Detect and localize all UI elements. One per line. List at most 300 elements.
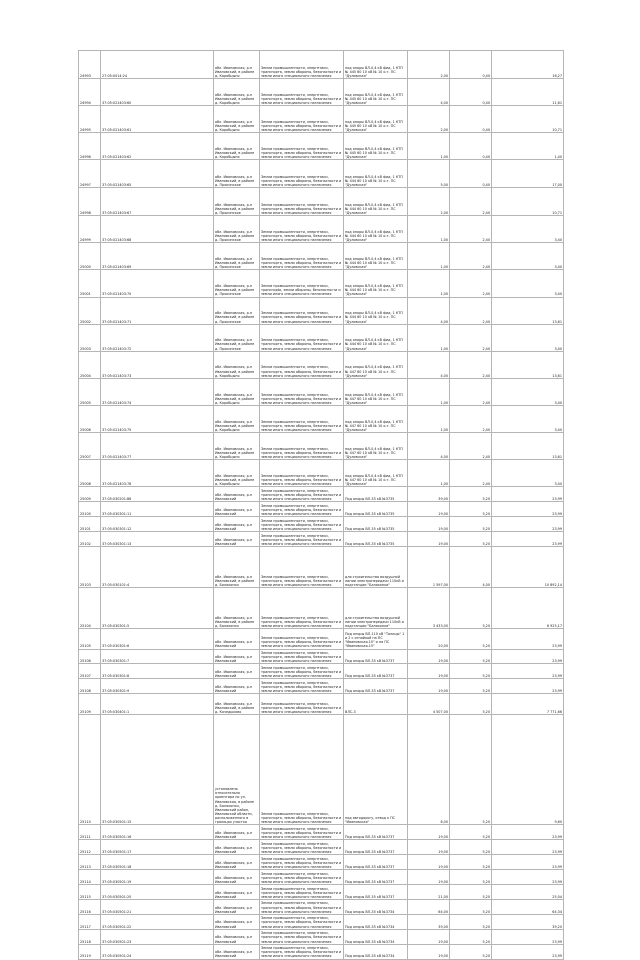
location-cell: обл. Ивановская, р-н Ивановский — [214, 649, 260, 664]
location-cell: обл. Ивановская, р-н Ивановский, в районе д. Коробцыно — [214, 432, 260, 459]
table-row — [79, 840, 564, 855]
num-id-cell: 25116 — [79, 899, 101, 914]
table-row — [79, 351, 564, 378]
num-id-cell: 24994 — [79, 79, 101, 106]
tax-value-cell: 6 925,17 — [492, 587, 564, 628]
tax-value-cell: 17,00 — [492, 160, 564, 188]
location-cell: обл. Ивановская, р-н Ивановский — [214, 884, 260, 899]
permitted-use-cell: Под опоры ВЛ-35 кВ №3737 — [344, 840, 408, 855]
num-id-cell: 25119 — [79, 944, 101, 959]
rate-value-cell: 0,40 — [450, 160, 492, 188]
land-category-cell: Земли промышленности, энергетики, транспорта, земли обороны, безопасности и земли иного специального назначения — [260, 216, 344, 243]
num-id-cell: 25100 — [79, 502, 101, 517]
tax-value-cell: 23,99 — [492, 854, 564, 869]
area-value-cell: 19,00 — [408, 869, 450, 884]
area-value-cell: 1,00 — [408, 270, 450, 297]
area-value-cell: 1,00 — [408, 216, 450, 243]
area-value-cell: 19,00 — [408, 679, 450, 694]
rate-value-cell: 2,40 — [450, 188, 492, 216]
table-row — [79, 649, 564, 664]
land-category-cell: Земли промышленности, энергетики, транспорта, земли обороны, безопасности и земли иного специального назначения — [260, 188, 344, 216]
table-row — [79, 432, 564, 459]
rate-value-cell: 5,20 — [450, 664, 492, 679]
rate-value-cell: 5,20 — [450, 587, 492, 628]
num-id-cell: 25112 — [79, 840, 101, 855]
num-id-cell: 25114 — [79, 869, 101, 884]
permitted-use-cell: под опоры ВЛ-0,4 кВ фид. 1 КТП № 445 60 10 кВ № 10 о.т. ПС "Дуловская" — [344, 133, 408, 160]
permitted-use-cell: Под опоры ВЛ-35 кВ №3734 — [344, 899, 408, 914]
location-cell: обл. Ивановская, р-н Ивановский — [214, 929, 260, 944]
rate-value-cell: 0,40 — [450, 106, 492, 133]
table-row — [79, 914, 564, 929]
num-id-cell: 25005 — [79, 378, 101, 405]
table-row — [79, 516, 564, 531]
rate-value-cell: 5,20 — [450, 502, 492, 517]
location-cell: обл. Ивановская, р-н Ивановский — [214, 487, 260, 502]
cadastral-number-cell: 37:05:021403:70 — [101, 270, 214, 297]
location-cell: обл. Ивановская, р-н Ивановский, в районе д. Коробцыно — [214, 51, 260, 79]
area-value-cell: 19,00 — [408, 516, 450, 531]
rate-value-cell: 5,20 — [450, 487, 492, 502]
tax-value-cell: 3,40 — [492, 459, 564, 486]
land-category-cell: Земли промышленности, энергетики, транспорта, земли обороны, безопасности и земли иного специального назначения — [260, 133, 344, 160]
permitted-use-cell: ВЛС-3 — [344, 694, 408, 715]
land-category-cell: Земли промышленности, энергетики, транспорта, земли обороны, безопасности и земли иного специального назначения — [260, 914, 344, 929]
cadastral-number-cell: 37:05:021403:75 — [101, 405, 214, 432]
location-cell: обл. Ивановская, р-н Ивановский, в районе д. Коробцыно — [214, 133, 260, 160]
num-id-cell: 25009 — [79, 487, 101, 502]
area-value-cell: 2,00 — [408, 51, 450, 79]
cadastral-number-cell: 37:05:021403:65 — [101, 160, 214, 188]
table-row — [79, 664, 564, 679]
permitted-use-cell: под опоры ВЛ-0,4 кВ фид. 1 КТП № 444 60 10 кВ № 10 о.т. ПС "Дуловская" — [344, 297, 408, 324]
num-id-cell: 24995 — [79, 106, 101, 133]
table-row — [79, 216, 564, 243]
table-row — [79, 825, 564, 840]
cadastral-number-cell: 37:05:021403:78 — [101, 459, 214, 486]
table-row — [79, 324, 564, 351]
location-cell: обл. Ивановская, р-н Ивановский — [214, 899, 260, 914]
cadastral-number-cell: 37:05:021403:67 — [101, 188, 214, 216]
cadastral-number-cell: 37:05:030401:1 — [101, 694, 214, 715]
location-cell: обл. Ивановская, р-н Ивановский, в районе д. Прокинское — [214, 270, 260, 297]
land-category-cell: Земли промышленности, энергетики, транспорта, земли обороны, безопасности и земли иного специального назначения — [260, 324, 344, 351]
area-value-cell: 1,00 — [408, 459, 450, 486]
tax-value-cell: 23,99 — [492, 629, 564, 650]
tax-value-cell: 16,27 — [492, 51, 564, 79]
rate-value-cell: 2,40 — [450, 297, 492, 324]
cadastral-number-cell: 37:05:021403:73 — [101, 351, 214, 378]
cadastral-number-cell: 37:05:021403:68 — [101, 216, 214, 243]
location-cell: обл. Ивановская, р-н Ивановский, в районе д. Балахонки — [214, 546, 260, 587]
rate-value-cell: 2,40 — [450, 324, 492, 351]
rate-value-cell: 5,20 — [450, 840, 492, 855]
num-id-cell: 25103 — [79, 546, 101, 587]
rate-value-cell: 5,20 — [450, 899, 492, 914]
tax-value-cell: 3,40 — [492, 270, 564, 297]
num-id-cell: 25001 — [79, 270, 101, 297]
tax-value-cell: 7 771,66 — [492, 694, 564, 715]
rate-value-cell: 2,40 — [450, 243, 492, 270]
rate-value-cell: 4,00 — [450, 546, 492, 587]
num-id-cell: 24993 — [79, 51, 101, 79]
rate-value-cell: 2,40 — [450, 405, 492, 432]
land-category-cell: Земли промышленности, энергетики, транспорта, земли обороны, безопасности и земли иного специального назначения — [260, 459, 344, 486]
permitted-use-cell: под опоры ВЛ-0,4 кВ фид. 1 КТП № 447 60 10 кВ № 10 о.т. ПС "Дуловская" — [344, 405, 408, 432]
area-value-cell: 1 597,00 — [408, 546, 450, 587]
tax-value-cell: 23,99 — [492, 516, 564, 531]
tax-value-cell: 23,99 — [492, 840, 564, 855]
land-category-cell: Земли промышленности, энергетики, транспорта, земли обороны, безопасности и земли иного специального назначения — [260, 944, 344, 959]
land-category-cell: Земли промышленности, энергетики, транспорта, земли обороны, безопасности и земли иного специального назначения — [260, 825, 344, 840]
area-value-cell: 5,00 — [408, 160, 450, 188]
num-id-cell: 25110 — [79, 714, 101, 824]
cadastral-number-cell: 37:05:030201:86 — [101, 487, 214, 502]
permitted-use-cell: под опоры ВЛ-0,4 кВ фид. 1 КТП № 444 60 10 кВ № 10 о.т. ПС "Дуловская" — [344, 270, 408, 297]
tax-value-cell: 11,61 — [492, 79, 564, 106]
permitted-use-cell: под опоры ВЛ-0,4 кВ фид. 1 КТП № 445 60 10 кВ № 10 о.т. ПС "Дуловская" — [344, 51, 408, 79]
table-row — [79, 694, 564, 715]
location-cell: обл. Ивановская, р-н Ивановский — [214, 840, 260, 855]
land-category-cell: Земли промышленности, энергетики, транспорта, земли обороны, безопасности и земли иного специального назначения — [260, 487, 344, 502]
table-row — [79, 929, 564, 944]
land-category-cell: Земли промышленности, энергетики, транспорта, земли обороны, безопасности и земли иного специального назначения — [260, 516, 344, 531]
land-category-cell: Земли промышленности, энергетики, транспорта, земли обороны, безопасности и земли иного специального назначения — [260, 679, 344, 694]
cadastral-number-cell: 37:05:021403:61 — [101, 106, 214, 133]
num-id-cell: 25101 — [79, 516, 101, 531]
permitted-use-cell: Под опоры ВЛ-35 кВ №3737 — [344, 869, 408, 884]
permitted-use-cell: Под опоры ВЛ-35 кВ №3735 — [344, 516, 408, 531]
table-row — [79, 869, 564, 884]
cadastral-number-cell: 37:05:030501:20 — [101, 884, 214, 899]
area-value-cell: 4,00 — [408, 297, 450, 324]
area-value-cell: 19,00 — [408, 854, 450, 869]
area-value-cell: 1,00 — [408, 378, 450, 405]
table-row — [79, 270, 564, 297]
area-value-cell: 39,00 — [408, 487, 450, 502]
area-value-cell: 19,00 — [408, 664, 450, 679]
cadastral-number-cell: 37:05:030501:22 — [101, 914, 214, 929]
area-value-cell: 4 507,00 — [408, 694, 450, 715]
tax-value-cell: 23,99 — [492, 825, 564, 840]
tax-value-cell: 23,99 — [492, 929, 564, 944]
permitted-use-cell: под опоры ВЛ-0,4 кВ фид. 1 КТП № 447 60 10 кВ № 10 о.т. ПС "Дуловская" — [344, 378, 408, 405]
rate-value-cell: 5,20 — [450, 649, 492, 664]
area-value-cell: 39,00 — [408, 914, 450, 929]
land-category-cell: Земли промышленности, энергетики, транспорта, земли обороны, безопасности и земли иного специального назначения — [260, 432, 344, 459]
rate-value-cell: 5,20 — [450, 914, 492, 929]
table-row — [79, 459, 564, 486]
rate-value-cell: 0,40 — [450, 51, 492, 79]
permitted-use-cell: Под опоры ВЛ-35 кВ №3735 — [344, 502, 408, 517]
location-cell: обл. Ивановская, р-н Ивановский, в районе д. Прокинское — [214, 324, 260, 351]
tax-value-cell: 23,99 — [492, 531, 564, 546]
area-value-cell: 19,00 — [408, 825, 450, 840]
permitted-use-cell: под опоры ВЛ-0,4 кВ фид. 1 КТП № 444 60 10 кВ № 10 о.т. ПС "Дуловская" — [344, 243, 408, 270]
num-id-cell: 24996 — [79, 133, 101, 160]
area-value-cell: 3 433,00 — [408, 587, 450, 628]
area-value-cell: 4,00 — [408, 432, 450, 459]
tax-value-cell: 9,60 — [492, 714, 564, 824]
num-id-cell: 25107 — [79, 664, 101, 679]
rate-value-cell: 5,20 — [450, 944, 492, 959]
land-category-cell: Земли промышленности, энергетики, транспорта, земли обороны, безопасности и земли иного специального назначения — [260, 587, 344, 628]
area-value-cell: 1,00 — [408, 324, 450, 351]
land-category-cell: Земли промышленности, энергетики, транспорта, земли обороны, безопасности и земли иного специального назначения — [260, 106, 344, 133]
cadastral-number-cell: 37:05:030101:4 — [101, 546, 214, 587]
cadastral-number-cell: 37:05:030301:6 — [101, 629, 214, 650]
table-row — [79, 629, 564, 650]
land-category-cell: Земли промышленности, энергетики, транспорта, земли обороны, безопасности и земли иного специального назначения — [260, 714, 344, 824]
rate-value-cell: 2,40 — [450, 459, 492, 486]
table-row — [79, 51, 564, 79]
rate-value-cell: 2,40 — [450, 351, 492, 378]
location-cell: обл. Ивановская, р-н Ивановский — [214, 629, 260, 650]
permitted-use-cell: Под опоры ВЛ-35 кВ №3737 — [344, 679, 408, 694]
cadastral-number-cell: 37:05:030301:8 — [101, 664, 214, 679]
location-cell: обл. Ивановская, р-н Ивановский, в районе д. Коробцыно — [214, 378, 260, 405]
table-row — [79, 133, 564, 160]
cadastral-number-cell: 37:05:021403:74 — [101, 378, 214, 405]
tax-value-cell: 1,40 — [492, 133, 564, 160]
rate-value-cell: 5,20 — [450, 869, 492, 884]
cadastral-number-cell: 37:05:030301:13 — [101, 531, 214, 546]
cadastral-number-cell: 37:05:030501:19 — [101, 869, 214, 884]
land-category-cell: Земли промышленности, энергетики, транспорта, земли обороны, безопасности и земли иного специального назначения — [260, 899, 344, 914]
num-id-cell: 25117 — [79, 914, 101, 929]
num-id-cell: 24998 — [79, 188, 101, 216]
num-id-cell: 25111 — [79, 825, 101, 840]
land-category-cell: Земли промышленности, энергетики, транспорта, земли обороны, безопасности и земли иного специального назначения — [260, 884, 344, 899]
tax-value-cell: 3,40 — [492, 243, 564, 270]
area-value-cell: 19,00 — [408, 944, 450, 959]
permitted-use-cell: Под опоры ВЛ-35 кВ №3737 — [344, 884, 408, 899]
rate-value-cell: 5,20 — [450, 516, 492, 531]
permitted-use-cell: под опоры ВЛ-0,4 кВ фид. 1 КТП № 444 60 10 кВ № 10 о.т. ПС "Дуловская" — [344, 216, 408, 243]
table-row — [79, 487, 564, 502]
table-body — [79, 51, 564, 960]
location-cell: обл. Ивановская, р-н Ивановский, в районе д. Коробцыно — [214, 79, 260, 106]
permitted-use-cell: под опоры ВЛ-0,4 кВ фид. 1 КТП № 445 60 10 кВ № 10 о.т. ПС "Дуловская" — [344, 79, 408, 106]
location-cell: обл. Ивановская, р-н Ивановский — [214, 664, 260, 679]
permitted-use-cell: под опоры ВЛ-0,4 кВ фид. 1 КТП № 447 60 10 кВ № 10 о.т. ПС "Дуловская" — [344, 351, 408, 378]
permitted-use-cell: Под опоры ВЛ-110 кВ "Талицы" 1 и 2 с отпайкой на ПС "Ивановская-10" и на ПС "Ивановская-15" — [344, 629, 408, 650]
table-row — [79, 405, 564, 432]
location-cell: обл. Ивановская, р-н Ивановский, в районе д. Коробцыно — [214, 106, 260, 133]
area-value-cell: 64,00 — [408, 899, 450, 914]
location-cell: обл. Ивановская, р-н Ивановский — [214, 531, 260, 546]
num-id-cell: 25003 — [79, 324, 101, 351]
tax-value-cell: 3,40 — [492, 378, 564, 405]
rate-value-cell: 2,40 — [450, 216, 492, 243]
land-category-cell: Земли промышленности, энергетики, транспорта, земли обороны, безопасности и земли иного специального назначения — [260, 297, 344, 324]
table-row — [79, 531, 564, 546]
permitted-use-cell: Под опоры ВЛ-35 кВ №3737 — [344, 649, 408, 664]
area-value-cell: 20,00 — [408, 629, 450, 650]
location-cell: обл. Ивановская, р-н Ивановский, в районе д. Коробцыно — [214, 459, 260, 486]
tax-value-cell: 23,99 — [492, 487, 564, 502]
permitted-use-cell: под опоры ВЛ-0,4 кВ фид. 1 КТП № 447 60 10 кВ № 10 о.т. ПС "Дуловская" — [344, 459, 408, 486]
area-value-cell: 2,00 — [408, 106, 450, 133]
area-value-cell: 4,00 — [408, 79, 450, 106]
num-id-cell: 25006 — [79, 405, 101, 432]
rate-value-cell: 0,40 — [450, 133, 492, 160]
tax-value-cell: 64,34 — [492, 899, 564, 914]
land-category-cell: Земли промышленности, энергетики, транспорta, земли обороны, безопасности и земли иного специального назначения — [260, 270, 344, 297]
land-category-cell: Земли промышленности, энергетики, транспорта, земли обороны, безопасности и земли иного специального назначения — [260, 351, 344, 378]
rate-value-cell: 5,20 — [450, 929, 492, 944]
rate-value-cell: 5,20 — [450, 629, 492, 650]
table-row — [79, 502, 564, 517]
num-id-cell: 25118 — [79, 929, 101, 944]
location-cell: обл. Ивановская, р-н Ивановский — [214, 944, 260, 959]
permitted-use-cell: под опоры ВЛ-0,4 кВ фид. 1 КТП № 444 60 10 кВ № 10 о.т. ПС "Дуловская" — [344, 160, 408, 188]
rate-value-cell: 0,40 — [450, 79, 492, 106]
tax-value-cell: 3,40 — [492, 216, 564, 243]
location-cell: обл. Ивановская, р-н Ивановский, в районе д. Прокинское — [214, 243, 260, 270]
area-value-cell: 1,00 — [408, 243, 450, 270]
cadastral-number-cell: 27:05:0014:24 — [101, 51, 214, 79]
permitted-use-cell: Под опоры ВЛ-35 кВ №3735 — [344, 531, 408, 546]
land-category-cell: Земли промышленности, энергетики, транспорта, земли обороны, безопасности и земли иного специального назначения — [260, 854, 344, 869]
num-id-cell: 25105 — [79, 629, 101, 650]
location-cell: обл. Ивановская, р-н Ивановский — [214, 914, 260, 929]
cadastral-number-cell: 37:05:030501:17 — [101, 840, 214, 855]
land-category-cell: Земли промышленности, энергетики, транспорта, земли обороны, безопасности и земли иного специального назначения — [260, 694, 344, 715]
num-id-cell: 25108 — [79, 679, 101, 694]
num-id-cell: 24997 — [79, 160, 101, 188]
area-value-cell: 6,00 — [408, 714, 450, 824]
table-row — [79, 297, 564, 324]
cadastral-number-cell: 37:05:030301:12 — [101, 516, 214, 531]
table-row — [79, 160, 564, 188]
tax-value-cell: 23,99 — [492, 664, 564, 679]
tax-value-cell: 13,61 — [492, 297, 564, 324]
num-id-cell: 25106 — [79, 649, 101, 664]
location-cell: обл. Ивановская, р-н Ивановский — [214, 854, 260, 869]
cadastral-number-cell: 37:05:030301:9 — [101, 679, 214, 694]
location-cell: обл. Ивановская, р-н Ивановский, в районе д. Прокинское — [214, 188, 260, 216]
cadastral-number-cell: 37:05:021403:71 — [101, 297, 214, 324]
land-category-cell: Земли промышленности, энергетики, транспорта, земли обороны, безопасности и земли иного специального назначения — [260, 51, 344, 79]
num-id-cell: 25002 — [79, 297, 101, 324]
cadastral-number-cell: 37:05:021403:69 — [101, 243, 214, 270]
land-category-cell: Земли промышленности, энергетики, транспорта, земли обороны, безопасности и земли иного специального назначения — [260, 405, 344, 432]
location-cell: обл. Ивановская, р-н Ивановский — [214, 825, 260, 840]
permitted-use-cell: под опоры ВЛ-0,4 кВ фид. 1 КТП № 447 60 10 кВ № 10 о.т. ПС "Дуловская" — [344, 432, 408, 459]
tax-value-cell: 25,04 — [492, 884, 564, 899]
location-cell: установлено относительно ориентира по ул. Ивановская, в районе д. Балахонки, Ивановский район, Ивановской области, расположенного в границах участка — [214, 714, 260, 824]
num-id-cell: 25104 — [79, 587, 101, 628]
location-cell: обл. Ивановская, р-н Ивановский, в районе д. Кочедыково — [214, 694, 260, 715]
num-id-cell: 25000 — [79, 243, 101, 270]
cadastral-number-cell: 37:05:030301:11 — [101, 502, 214, 517]
table-row — [79, 679, 564, 694]
land-category-cell: Земли промышленности, энергетики, транспорта, земли обороны, безопасности и земли иного специального назначения — [260, 929, 344, 944]
num-id-cell: 25102 — [79, 531, 101, 546]
table-row — [79, 546, 564, 587]
rate-value-cell: 5,20 — [450, 825, 492, 840]
rate-value-cell: 2,40 — [450, 270, 492, 297]
table-row — [79, 854, 564, 869]
land-category-cell: Земли промышленности, энергетики, транспорта, земли обороны, безопасности и земли иного специального назначения — [260, 502, 344, 517]
rate-value-cell: 5,20 — [450, 714, 492, 824]
cadastral-number-cell: 37:05:030501:18 — [101, 854, 214, 869]
cadastral-number-cell: 37:05:030301:7 — [101, 649, 214, 664]
num-id-cell: 25008 — [79, 459, 101, 486]
rate-value-cell: 5,20 — [450, 531, 492, 546]
rate-value-cell: 5,20 — [450, 884, 492, 899]
table-row — [79, 106, 564, 133]
table-row — [79, 884, 564, 899]
tax-value-cell: 10 892,14 — [492, 546, 564, 587]
location-cell: обл. Ивановская, р-н Ивановский, в районе д. Коробцыно — [214, 351, 260, 378]
tax-value-cell: 39,20 — [492, 914, 564, 929]
table-row — [79, 243, 564, 270]
num-id-cell: 25004 — [79, 351, 101, 378]
area-value-cell: 21,00 — [408, 884, 450, 899]
area-value-cell: 2,00 — [408, 188, 450, 216]
tax-value-cell: 13,61 — [492, 351, 564, 378]
table-row — [79, 79, 564, 106]
permitted-use-cell: для строительства воздушной линии электропередачи 110кВ и подстанции "Балахонки" — [344, 587, 408, 628]
location-cell: обл. Ивановская, р-н Ивановский, в районе д. Прокинское — [214, 160, 260, 188]
cadastral-number-cell: 37:05:030501:21 — [101, 899, 214, 914]
area-value-cell: 19,00 — [408, 840, 450, 855]
land-category-cell: Земли промышленности, энергетики, транспорта, земли обороны, безопасности и земли иного специального назначения — [260, 378, 344, 405]
land-category-cell: Земли промышленности, энергетики, транспорта, земли обороны, безопасности и земли иного специального назначения — [260, 649, 344, 664]
permitted-use-cell: Под опоры ВЛ-35 кВ №3734 — [344, 944, 408, 959]
tax-value-cell: 10,71 — [492, 106, 564, 133]
permitted-use-cell: под опоры ВЛ-0,4 кВ фид. 1 КТП № 444 60 10 кВ № 10 о.т. ПС "Дуловская" — [344, 324, 408, 351]
land-category-cell: Земли промышленности, энергетики, транспорта, земли обороны, безопасности и земли иного специального назначения — [260, 869, 344, 884]
cadastral-number-cell: 37:05:021403:77 — [101, 432, 214, 459]
permitted-use-cell: для строительства воздушной линии электропередачи 110кВ и подстанции "Балахонки" — [344, 546, 408, 587]
land-plots-table — [78, 50, 564, 960]
num-id-cell: 25115 — [79, 884, 101, 899]
num-id-cell: 24999 — [79, 216, 101, 243]
land-category-cell: Земли промышленности, энергетики, транспорта, земли обороны, безопасности и земли иного специального назначения — [260, 79, 344, 106]
cadastral-number-cell: 37:05:030501:15 — [101, 714, 214, 824]
permitted-use-cell: Под опоры ВЛ-35 кВ №3734 — [344, 914, 408, 929]
rate-value-cell: 5,20 — [450, 679, 492, 694]
location-cell: обл. Ивановская, р-н Ивановский — [214, 869, 260, 884]
land-category-cell: Земли промышленности, энергетики, транспорта, земли обороны, безопасности и земли иного специального назначения — [260, 629, 344, 650]
rate-value-cell: 2,40 — [450, 378, 492, 405]
location-cell: обл. Ивановская, р-н Ивановский, в районе д. Прокинское — [214, 216, 260, 243]
tax-value-cell: 13,61 — [492, 432, 564, 459]
tax-value-cell: 3,40 — [492, 324, 564, 351]
table-row — [79, 714, 564, 824]
cadastral-number-cell: 37:05:021403:62 — [101, 133, 214, 160]
tax-value-cell: 23,99 — [492, 649, 564, 664]
table-row — [79, 944, 564, 959]
num-id-cell: 25007 — [79, 432, 101, 459]
cadastral-number-cell: 37:05:030501:24 — [101, 944, 214, 959]
location-cell: обл. Ивановская, р-н Ивановский — [214, 516, 260, 531]
location-cell: обл. Ивановская, р-н Ивановский, в районе д. Балахонки — [214, 587, 260, 628]
permitted-use-cell: Под опоры ВЛ-35 кВ №3734 — [344, 929, 408, 944]
area-value-cell: 19,00 — [408, 649, 450, 664]
permitted-use-cell: под опоры ВЛ-0,4 кВ фид. 1 КТП № 445 60 10 кВ № 10 о.т. ПС "Дуловская" — [344, 106, 408, 133]
tax-value-cell: 23,99 — [492, 679, 564, 694]
permitted-use-cell: Под опоры ВЛ-35 кВ №3737 — [344, 664, 408, 679]
permitted-use-cell: под опоры ВЛ-0,4 кВ фид. 1 КТП № 444 60 10 кВ № 10 о.т. ПС "Дуловская" — [344, 188, 408, 216]
location-cell: обл. Ивановская, р-н Ивановский — [214, 502, 260, 517]
tax-value-cell: 23,99 — [492, 944, 564, 959]
land-category-cell: Земли промышленности, энергетики, транспорта, земли обороны, безопасности и земли иного специального назначения — [260, 243, 344, 270]
document-page — [78, 50, 563, 959]
